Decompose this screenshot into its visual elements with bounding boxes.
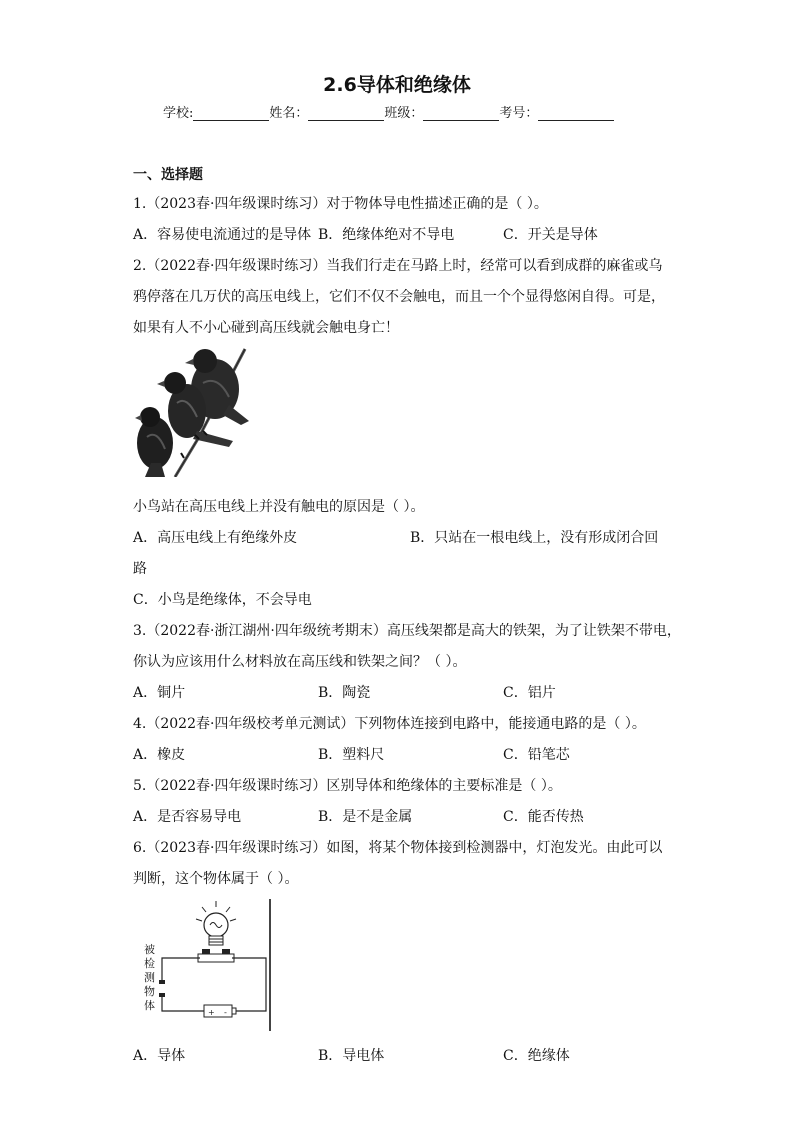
circuit-label-char-1: 被 xyxy=(144,943,155,956)
question-3-option-b[interactable]: B．陶瓷 xyxy=(318,685,371,701)
circuit-label-char-5: 体 xyxy=(144,999,155,1012)
number-label: 考号： xyxy=(499,106,539,121)
number-blank[interactable] xyxy=(538,106,614,121)
question-6-stem-line-1: 6.（2023春·四年级课时练习）如图，将某个物体接到检测器中，灯泡发光。由此可以 xyxy=(133,840,663,856)
circuit-tester-diagram xyxy=(140,897,275,1033)
question-6-stem-line-2: 判断，这个物体属于（ ）。 xyxy=(133,871,299,887)
student-info-row xyxy=(163,102,614,121)
page-title: 2.6导体和绝缘体 xyxy=(323,74,471,96)
question-1-stem: 1.（2023春·四年级课时练习）对于物体导电性描述正确的是（ ）。 xyxy=(133,196,548,212)
question-3-stem-line-1: 3.（2022春·浙江湖州·四年级统考期末）高压线架都是高大的铁架，为了让铁架不带电， xyxy=(133,623,681,639)
question-4-stem: 4.（2022春·四年级校考单元测试）下列物体连接到电路中，能接通电路的是（ ）。 xyxy=(133,716,646,732)
question-2-prompt: 小鸟站在高压电线上并没有触电的原因是（ ）。 xyxy=(133,499,425,515)
question-6-option-a[interactable]: A．导体 xyxy=(133,1048,186,1064)
battery-plus-sign: + xyxy=(208,1008,215,1017)
question-5-option-c[interactable]: C．能否传热 xyxy=(503,809,584,825)
circuit-label-char-4: 物 xyxy=(144,985,155,998)
school-label: 学校: xyxy=(163,106,194,121)
question-2-option-b[interactable]: B．只站在一根电线上，没有形成闭合回 xyxy=(410,530,659,546)
name-label: 姓名： xyxy=(269,106,309,121)
question-4-option-b[interactable]: B．塑料尺 xyxy=(318,747,385,763)
circuit-label-char-2: 检 xyxy=(144,957,155,970)
question-2-stem-line-3: 如果有人不小心碰到高压线就会触电身亡！ xyxy=(133,320,399,336)
question-2-stem-line-2: 鸦停落在几万伏的高压电线上，它们不仅不会触电，而且一个个显得悠闲自得。可是， xyxy=(133,289,665,305)
question-5-stem: 5.（2022春·四年级课时练习）区别导体和绝缘体的主要标准是（ ）。 xyxy=(133,778,562,794)
question-1-option-a[interactable]: A．容易使电流通过的是导体 xyxy=(133,227,312,243)
question-3-option-c[interactable]: C．铝片 xyxy=(503,685,556,701)
section-title: 一、选择题 xyxy=(133,167,203,183)
question-4-option-c[interactable]: C．铅笔芯 xyxy=(503,747,570,763)
circuit-label-char-3: 测 xyxy=(144,971,155,984)
question-4-option-a[interactable]: A．橡皮 xyxy=(133,747,186,763)
class-blank[interactable] xyxy=(423,106,499,121)
question-2-option-b-continued: 路 xyxy=(133,561,147,577)
question-6-option-c[interactable]: C．绝缘体 xyxy=(503,1048,570,1064)
birds-on-wire-illustration xyxy=(133,345,251,477)
battery-minus-sign: - xyxy=(224,1008,227,1017)
question-2-stem-line-1: 2.（2022春·四年级课时练习）当我们行走在马路上时，经常可以看到成群的麻雀或乌 xyxy=(133,258,663,274)
class-label: 班级： xyxy=(384,106,424,121)
question-3-option-a[interactable]: A．铜片 xyxy=(133,685,186,701)
question-5-option-a[interactable]: A．是否容易导电 xyxy=(133,809,242,825)
question-2-option-c[interactable]: C．小鸟是绝缘体，不会导电 xyxy=(133,592,312,608)
school-blank[interactable] xyxy=(193,106,269,121)
question-1-option-b[interactable]: B．绝缘体绝对不导电 xyxy=(318,227,455,243)
question-3-stem-line-2: 你认为应该用什么材料放在高压线和铁架之间？（ ）。 xyxy=(133,654,467,670)
question-5-option-b[interactable]: B．是不是金属 xyxy=(318,809,413,825)
question-6-option-b[interactable]: B．导电体 xyxy=(318,1048,385,1064)
question-2-option-a[interactable]: A．高压电线上有绝缘外皮 xyxy=(133,530,298,546)
question-1-option-c[interactable]: C．开关是导体 xyxy=(503,227,598,243)
name-blank[interactable] xyxy=(308,106,384,121)
